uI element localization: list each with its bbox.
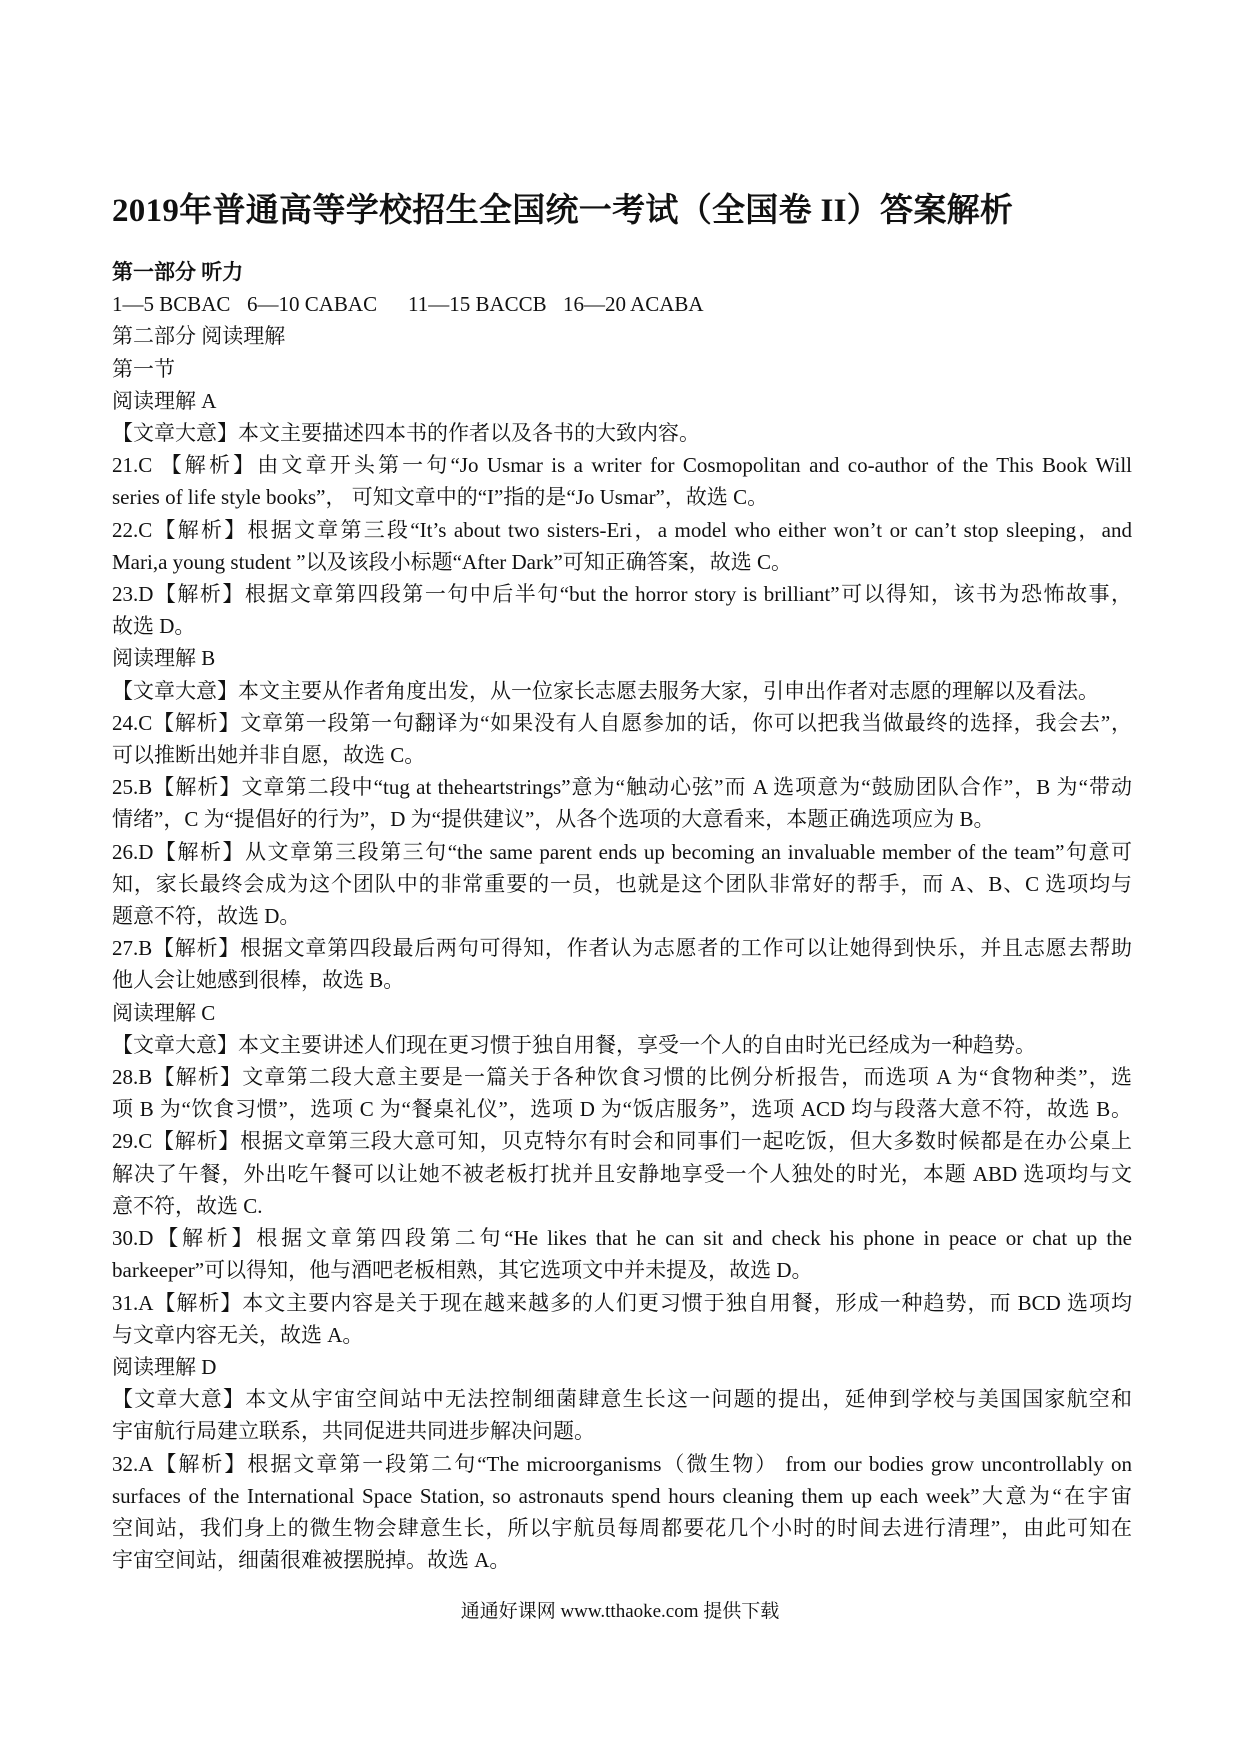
text-line: 情绪”，C 为“提倡好的行为”，D 为“提供建议”，从各个选项的大意看来，本题正确选项应为 B。 <box>112 807 995 832</box>
text-line: 29.C【解析】根据文章第三段大意可知，贝克特尔有时会和同事们一起吃饭，但大多数时候都是在办公桌上 <box>112 1129 1132 1154</box>
text-line: 30.D【解析】根据文章第四段第二句“He likes that he can sit and check his phone in peace or chat up the <box>112 1226 1132 1251</box>
text-line: surfaces of the International Space Station, so astronauts spend hours cleaning them up each week”大意为“在宇宙 <box>112 1483 1132 1508</box>
text-line: 宇宙空间站，细菌很难被摆脱掉。故选 A。 <box>112 1548 511 1573</box>
text-line: Mari,a young student ”以及该段小标题“After Dark”可知正确答案，故选 C。 <box>112 549 793 574</box>
text-line: 可以推断出她并非自愿，故选 C。 <box>112 743 426 768</box>
text-line: 25.B【解析】文章第二段中“tug at theheartstrings”意为“触动心弦”而 A 选项意为“鼓励团队合作”，B 为“带动 <box>112 775 1132 800</box>
text-line: 故选 D。 <box>112 614 196 639</box>
section-heading-listening: 第一部分 听力 <box>112 260 244 284</box>
text-line: 【文章大意】本文主要讲述人们现在更习惯于独自用餐，享受一个人的自由时光已经成为一种趋势。 <box>112 1032 1036 1057</box>
text-line: 31.A【解析】本文主要内容是关于现在越来越多的人们更习惯于独自用餐，形成一种趋势，而 BCD 选项均 <box>112 1290 1132 1315</box>
section-heading-reading: 第二部分 阅读理解 <box>112 324 286 349</box>
text-line: 解决了午餐，外出吃午餐可以让她不被老板打扰并且安静地享受一个人独处的时光，本题 ABD 选项均与文 <box>112 1161 1132 1186</box>
text-line: 27.B【解析】根据文章第四段最后两句可得知，作者认为志愿者的工作可以让她得到快乐，并且志愿去帮助 <box>112 936 1132 961</box>
subsection-heading: 第一节 <box>112 356 175 381</box>
text-line: 26.D【解析】从文章第三段第三句“the same parent ends up becoming an invaluable member of the team”句意可 <box>112 839 1132 864</box>
document-title: 2019年普通高等学校招生全国统一考试（全国卷 II）答案解析 <box>112 193 1014 229</box>
listening-answer-6-10: 6—10 CABAC <box>247 292 378 317</box>
text-line: 他人会让她感到很棒，故选 B。 <box>112 968 405 993</box>
text-line: 空间站，我们身上的微生物会肆意生长，所以宇航员每周都要花几个小时的时间去进行清理”，由此可知在 <box>112 1515 1132 1540</box>
listening-answer-11-15: 11—15 BACCB <box>408 292 547 317</box>
passage-heading-d: 阅读理解 D <box>112 1354 217 1379</box>
listening-answer-16-20: 16—20 ACABA <box>563 292 704 317</box>
passage-heading-b: 阅读理解 B <box>112 646 216 671</box>
text-line: barkeeper”可以得知，他与酒吧老板相熟，其它选项文中并未提及，故选 D。 <box>112 1258 813 1283</box>
text-line: 宇宙航行局建立联系，共同促进共同进步解决问题。 <box>112 1419 595 1444</box>
text-line: series of life style books”， 可知文章中的“I”指的是“Jo Usmar”，故选 C。 <box>112 485 769 510</box>
text-line: 题意不符，故选 D。 <box>112 904 301 929</box>
text-line: 【文章大意】本文主要描述四本书的作者以及各书的大致内容。 <box>112 421 700 446</box>
text-line: 知，家长最终会成为这个团队中的非常重要的一员，也就是这个团队非常好的帮手，而 A、B、C 选项均与 <box>112 871 1132 896</box>
text-line: 意不符，故选 C. <box>112 1193 263 1218</box>
listening-answer-1-5: 1—5 BCBAC <box>112 292 231 317</box>
listening-answers <box>112 288 1132 320</box>
page-footer: 通通好课网 www.tthaoke.com 提供下载 <box>460 1601 780 1622</box>
text-line: 28.B【解析】文章第二段大意主要是一篇关于各种饮食习惯的比例分析报告，而选项 A 为“食物种类”，选 <box>112 1065 1132 1090</box>
text-line: 32.A【解析】根据文章第一段第二句“The microorganisms（微生物） from our bodies grow uncontrollably on <box>112 1451 1132 1476</box>
text-line: 【文章大意】本文主要从作者角度出发，从一位家长志愿去服务大家，引申出作者对志愿的理解以及看法。 <box>112 678 1099 703</box>
text-line: 项 B 为“饮食习惯”，选项 C 为“餐桌礼仪”，选项 D 为“饭店服务”，选项 ACD 均与段落大意不符，故选 B。 <box>112 1097 1132 1122</box>
passage-heading-c: 阅读理解 C <box>112 1000 216 1025</box>
text-line: 24.C【解析】文章第一段第一句翻译为“如果没有人自愿参加的话，你可以把我当做最终的选择，我会去”， <box>112 710 1132 735</box>
text-line: 与文章内容无关，故选 A。 <box>112 1322 364 1347</box>
text-line: 22.C【解析】根据文章第三段“It’s about two sisters-Eri，a model who either won’t or can’t stop sleeping，and <box>112 517 1132 542</box>
text-line: 21.C 【解析】由文章开头第一句“Jo Usmar is a writer for Cosmopolitan and co-author of the This Book Will <box>112 453 1132 478</box>
passage-heading-a: 阅读理解 A <box>112 388 217 413</box>
text-line: 23.D【解析】根据文章第四段第一句中后半句“but the horror story is brilliant”可以得知，该书为恐怖故事， <box>112 582 1132 607</box>
text-line: 【文章大意】本文从宇宙空间站中无法控制细菌肆意生长这一问题的提出，延伸到学校与美国国家航空和 <box>112 1387 1132 1412</box>
answer-content <box>112 256 1132 1576</box>
